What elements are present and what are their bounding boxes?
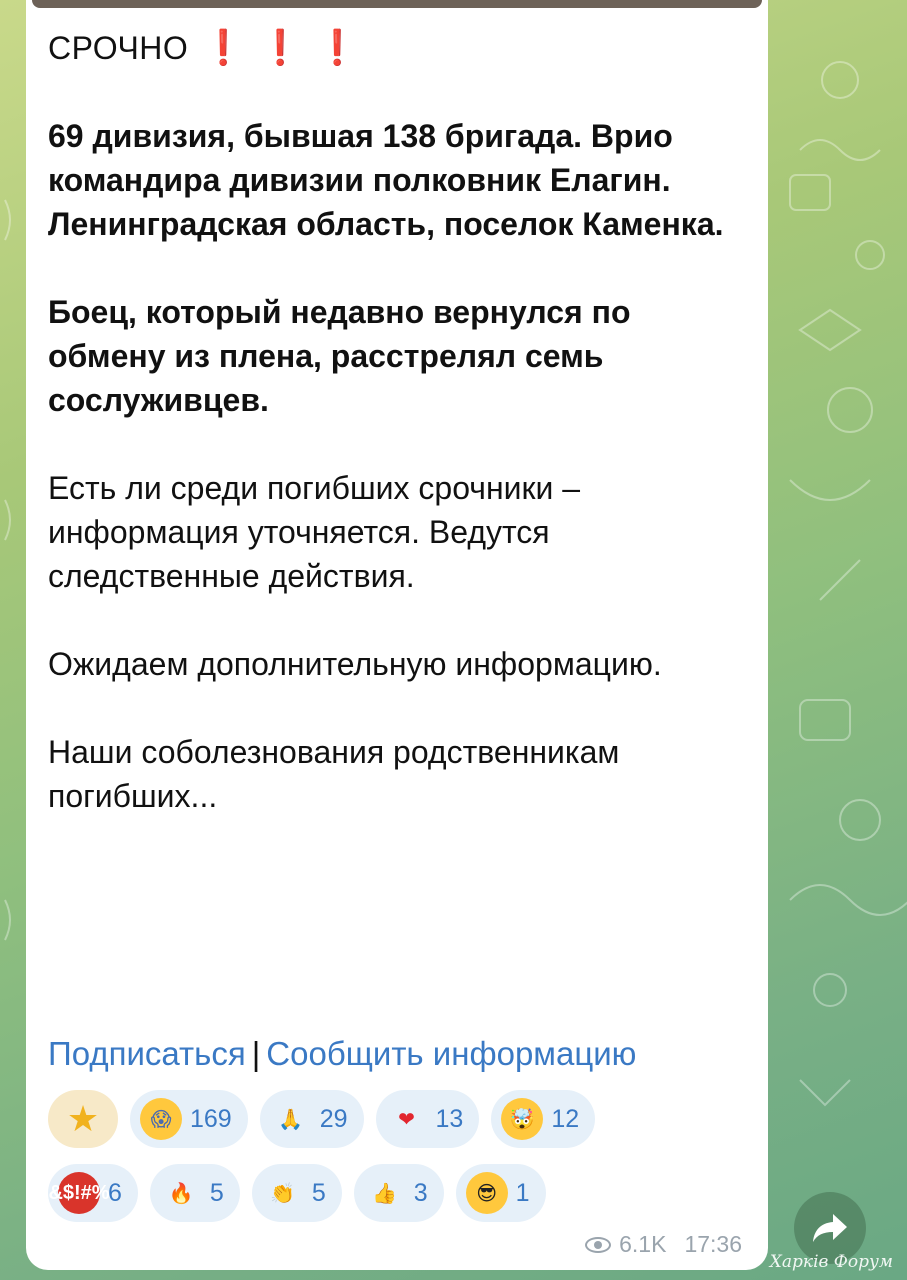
reactions [48, 1090, 758, 1238]
headline-text: СРОЧНО [48, 30, 189, 66]
cursing-face-icon: &$!#% [58, 1172, 100, 1214]
reaction-count: 5 [209, 1178, 224, 1207]
exclamation-icon: ❗ [259, 29, 302, 67]
subscribe-link[interactable]: Подписаться [48, 1035, 246, 1072]
reaction-count: 29 [319, 1104, 348, 1133]
report-info-link[interactable]: Сообщить информацию [266, 1035, 637, 1072]
reaction-count: 1 [515, 1178, 530, 1207]
reaction-row-1 [48, 1090, 758, 1148]
reaction-count: 12 [551, 1104, 580, 1133]
red-heart-icon: ❤ [398, 1108, 415, 1131]
headline [48, 26, 748, 70]
paragraph-condolences: Наши соболезнования родственникам погибших... [48, 734, 620, 814]
message-meta [585, 1231, 742, 1258]
reaction-red-heart[interactable] [376, 1090, 480, 1148]
reaction-count: 169 [190, 1104, 232, 1133]
exploding-head-icon: 🤯 [501, 1098, 543, 1140]
reaction-sunglasses-face[interactable] [456, 1164, 546, 1222]
reaction-folded-hands[interactable] [260, 1090, 364, 1148]
thumbs-up-icon: 👍 [372, 1182, 398, 1205]
message-time: 17:36 [684, 1231, 742, 1257]
paragraph-incident: Боец, который недавно вернулся по обмену из плена, расстрелял семь сослуживцев. [48, 294, 631, 418]
channel-links [48, 1032, 636, 1076]
reaction-thumbs-up[interactable] [354, 1164, 444, 1222]
clapping-hands-icon: 👏 [270, 1182, 296, 1205]
attached-media-bottom-edge[interactable] [32, 0, 762, 8]
reaction-star[interactable] [48, 1090, 118, 1148]
watermark: Харків Форум [769, 1252, 893, 1272]
paragraph-unit-info: 69 дивизия, бывшая 138 бригада. Врио командира дивизии полковник Елагин. Ленинградская область, поселок Каменка. [48, 118, 724, 242]
message-text [48, 26, 748, 862]
folded-hands-icon: 🙏 [278, 1108, 304, 1131]
reaction-count: 6 [108, 1178, 122, 1207]
paragraph-awaiting: Ожидаем дополнительную информацию. [48, 646, 662, 682]
reaction-clapping-hands[interactable] [252, 1164, 342, 1222]
reaction-count: 3 [413, 1178, 428, 1207]
screaming-face-icon: 😱 [140, 1098, 182, 1140]
fire-icon: 🔥 [168, 1182, 194, 1205]
reaction-count: 5 [311, 1178, 326, 1207]
reaction-cursing-face[interactable] [48, 1164, 138, 1222]
sunglasses-face-icon: 😎 [466, 1172, 508, 1214]
eye-icon [585, 1237, 611, 1253]
reaction-row-2 [48, 1164, 758, 1222]
star-icon: ★ [66, 1098, 100, 1139]
reaction-exploding-head[interactable] [491, 1090, 595, 1148]
exclamation-icon: ❗ [202, 29, 246, 67]
view-count: 6.1K [619, 1231, 667, 1257]
exclamation-icon: ❗ [315, 29, 359, 67]
reaction-count: 13 [435, 1104, 464, 1133]
reaction-screaming-face[interactable] [130, 1090, 248, 1148]
link-separator: | [251, 1035, 261, 1072]
paragraph-investigation: Есть ли среди погибших срочники – информация уточняется. Ведутся следственные действия. [48, 470, 581, 594]
share-arrow-icon [811, 1212, 849, 1244]
message-bubble [26, 0, 768, 1270]
reaction-fire[interactable] [150, 1164, 240, 1222]
